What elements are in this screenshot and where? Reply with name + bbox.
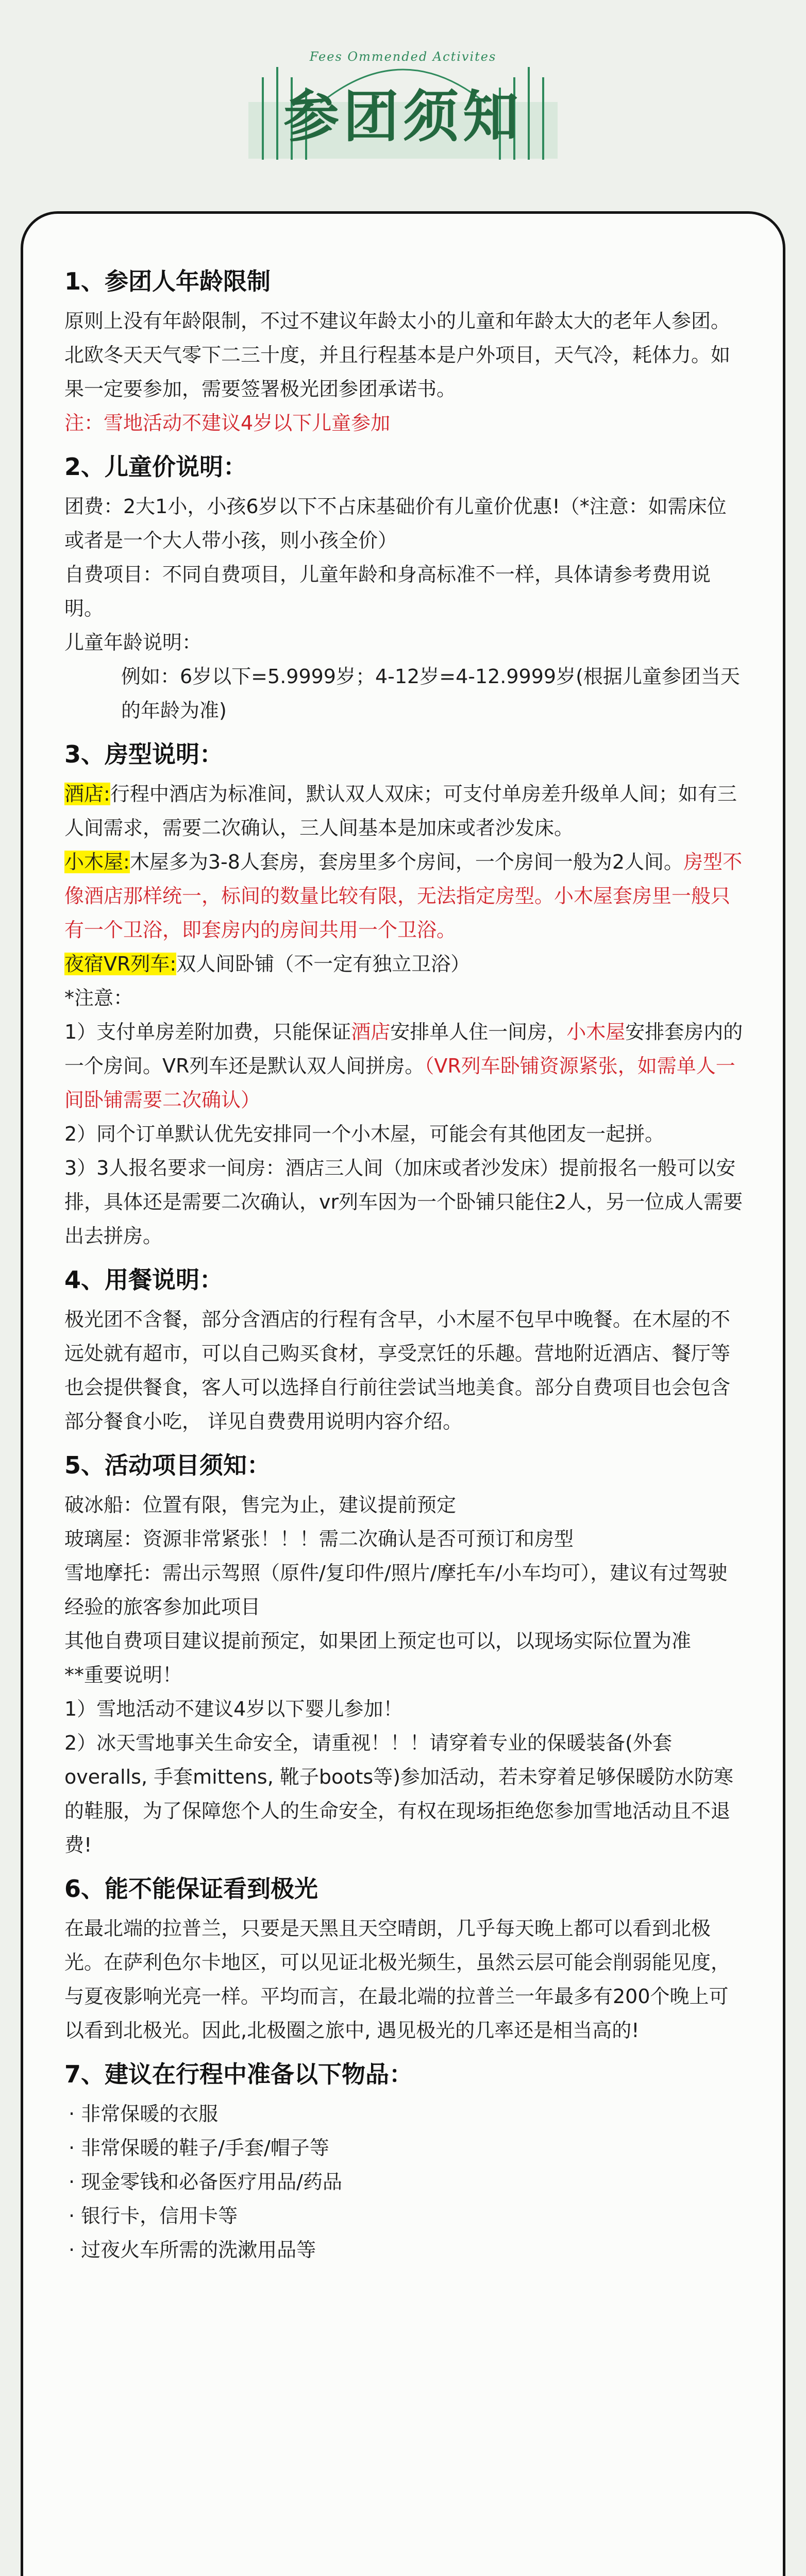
child-price-group-fee: 团费：2大1小，小孩6岁以下不占床基础价有儿童价优惠!（*注意：如需床位或者是一个大人带小孩，则小孩全价） xyxy=(64,495,727,552)
hotel-text: 行程中酒店为标准间，默认双人双床；可支付单房差升级单人间；如有三人间需求，需要二次确认，三人间基本是加床或者沙发床。 xyxy=(64,783,737,839)
section-meal-body: 极光团不含餐，部分含酒店的行程有含早，小木屋不包早中晚餐。在木屋的不远处就有超市，可以自己购买食材，享受烹饪的乐趣。营地附近酒店、餐厅等也会提供餐食，客人可以选择自行前往尝试当地美食。部分自费项目也会包含部分餐食小吃， 详见自费费用说明内容介绍。 xyxy=(64,1308,731,1433)
room-cabin xyxy=(64,845,745,947)
header-subtitle: Fees Ommended Activites xyxy=(309,49,497,64)
section-room-title: 3、房型说明： xyxy=(64,740,224,768)
room-note-label: *注意： xyxy=(64,987,133,1009)
cabin-warning: 房型不像酒店那样统一，标间的数量比较有限，无法指定房型。小木屋套房里一般只有一个卫浴，即套房内的房间共用一个卫浴。 xyxy=(64,851,743,941)
page-title: 参团须知 xyxy=(283,85,523,149)
packing-item: · 过夜火车所需的洗漱用品等 xyxy=(69,2239,316,2261)
room-note-1 xyxy=(64,1015,745,1117)
section-aurora-body: 在最北端的拉普兰，只要是天黑且天空晴朗，几乎每天晚上都可以看到北极光。在萨利色尔卡地区，可以见证北极光频生，虽然云层可能会削弱能见度，与夏夜影响光亮一样。平均而言，在最北端的拉普兰一年最多有200个晚上可以看到北极光。因此,北极圈之旅中, 遇见极光的几率还是相当高的! xyxy=(64,1917,731,2042)
n1-e: 安排套房内的一个房间。VR列车还是默认双人间拼房。 xyxy=(64,1021,743,1077)
n1-hotel: 酒店 xyxy=(351,1021,391,1043)
activity-snowmobile: 雪地摩托：需出示驾照（原件/复印件/照片/摩托车/小车均可），建议有过驾驶经验的旅客参加此项目 xyxy=(64,1562,728,1618)
section-meal-title: 4、用餐说明： xyxy=(64,1266,224,1294)
cabin-tag: 小木屋: xyxy=(64,851,130,873)
train-tag: 夜宿VR列车: xyxy=(64,953,177,975)
activity-important-1: 1）雪地活动不建议4岁以下婴儿参加！ xyxy=(64,1698,403,1720)
section-aurora-title: 6、能不能保证看到极光 xyxy=(64,1875,318,1903)
activity-glass-house: 玻璃屋：资源非常紧张！！！需二次确认是否可预订和房型 xyxy=(64,1528,574,1550)
section-age-title: 1、参团人年龄限制 xyxy=(64,267,271,295)
child-price-extra: 自费项目：不同自费项目，儿童年龄和身高标准不一样，具体请参考费用说明。 xyxy=(64,563,711,620)
section-activity-title: 5、活动项目须知： xyxy=(64,1451,271,1479)
cabin-text: 木屋多为3-8人套房，套房里多个房间，一个房间一般为2人间。 xyxy=(129,851,684,873)
room-note-2: 2）同个订单默认优先安排同一个小木屋，可能会有其他团友一起拼。 xyxy=(64,1123,665,1145)
packing-item: · 非常保暖的鞋子/手套/帽子等 xyxy=(69,2137,329,2159)
section-age-note: 注：雪地活动不建议4岁以下儿童参加 xyxy=(64,412,391,434)
page-header xyxy=(0,0,806,216)
n1-cabin: 小木屋 xyxy=(566,1021,626,1043)
section-packing-title: 7、建议在行程中准备以下物品： xyxy=(64,2060,413,2088)
activity-important-2: 2）冰天雪地事关生命安全，请重视！！！请穿着专业的保暖装备(外套overalls, 手套mittens, 靴子boots等)参加活动，若未穿着足够保暖防水防寒的鞋服，为了保障您个人的生命安全，有权在现场拒绝您参加雪地活动且不退费! xyxy=(64,1732,734,1856)
child-age-example: 例如：6岁以下=5.9999岁；4-12岁=4-12.9999岁(根据儿童参团当天的年龄为准) xyxy=(121,665,740,722)
activity-icebreaker: 破冰船：位置有限，售完为止，建议提前预定 xyxy=(64,1494,457,1516)
n1-c: 安排单人住一间房， xyxy=(390,1021,567,1043)
packing-item: · 银行卡，信用卡等 xyxy=(69,2205,238,2227)
n1-a: 1）支付单房差附加费，只能保证 xyxy=(64,1021,351,1043)
n1-vr-note: （VR列车卧铺资源紧张，如需单人一间卧铺需要二次确认） xyxy=(64,1055,735,1111)
train-text: 双人间卧铺（不一定有独立卫浴） xyxy=(176,953,471,975)
section-child-price-title: 2、儿童价说明： xyxy=(64,453,247,481)
child-age-label: 儿童年龄说明： xyxy=(64,631,202,654)
section-age-body: 原则上没有年龄限制，不过不建议年龄太小的儿童和年龄太大的老年人参团。北欧冬天天气零下二三十度，并且行程基本是户外项目，天气冷，耗体力。如果一定要参加，需要签署极光团参团承诺书。 xyxy=(64,310,731,400)
room-hotel xyxy=(64,777,745,845)
packing-item: · 非常保暖的衣服 xyxy=(69,2103,219,2125)
hotel-tag: 酒店: xyxy=(64,783,110,805)
activity-other: 其他自费项目建议提前预定，如果团上预定也可以，以现场实际位置为准 xyxy=(64,1630,692,1652)
notice-content xyxy=(64,263,745,2267)
room-train xyxy=(64,947,745,981)
activity-important-label: **重要说明！ xyxy=(64,1664,182,1686)
packing-item: · 现金零钱和必备医疗用品/药品 xyxy=(69,2171,342,2193)
room-note-3: 3）3人报名要求一间房：酒店三人间（加床或者沙发床）提前报名一般可以安排，具体还是需要二次确认，vr列车因为一个卧铺只能住2人，另一位成人需要出去拼房。 xyxy=(64,1157,743,1247)
